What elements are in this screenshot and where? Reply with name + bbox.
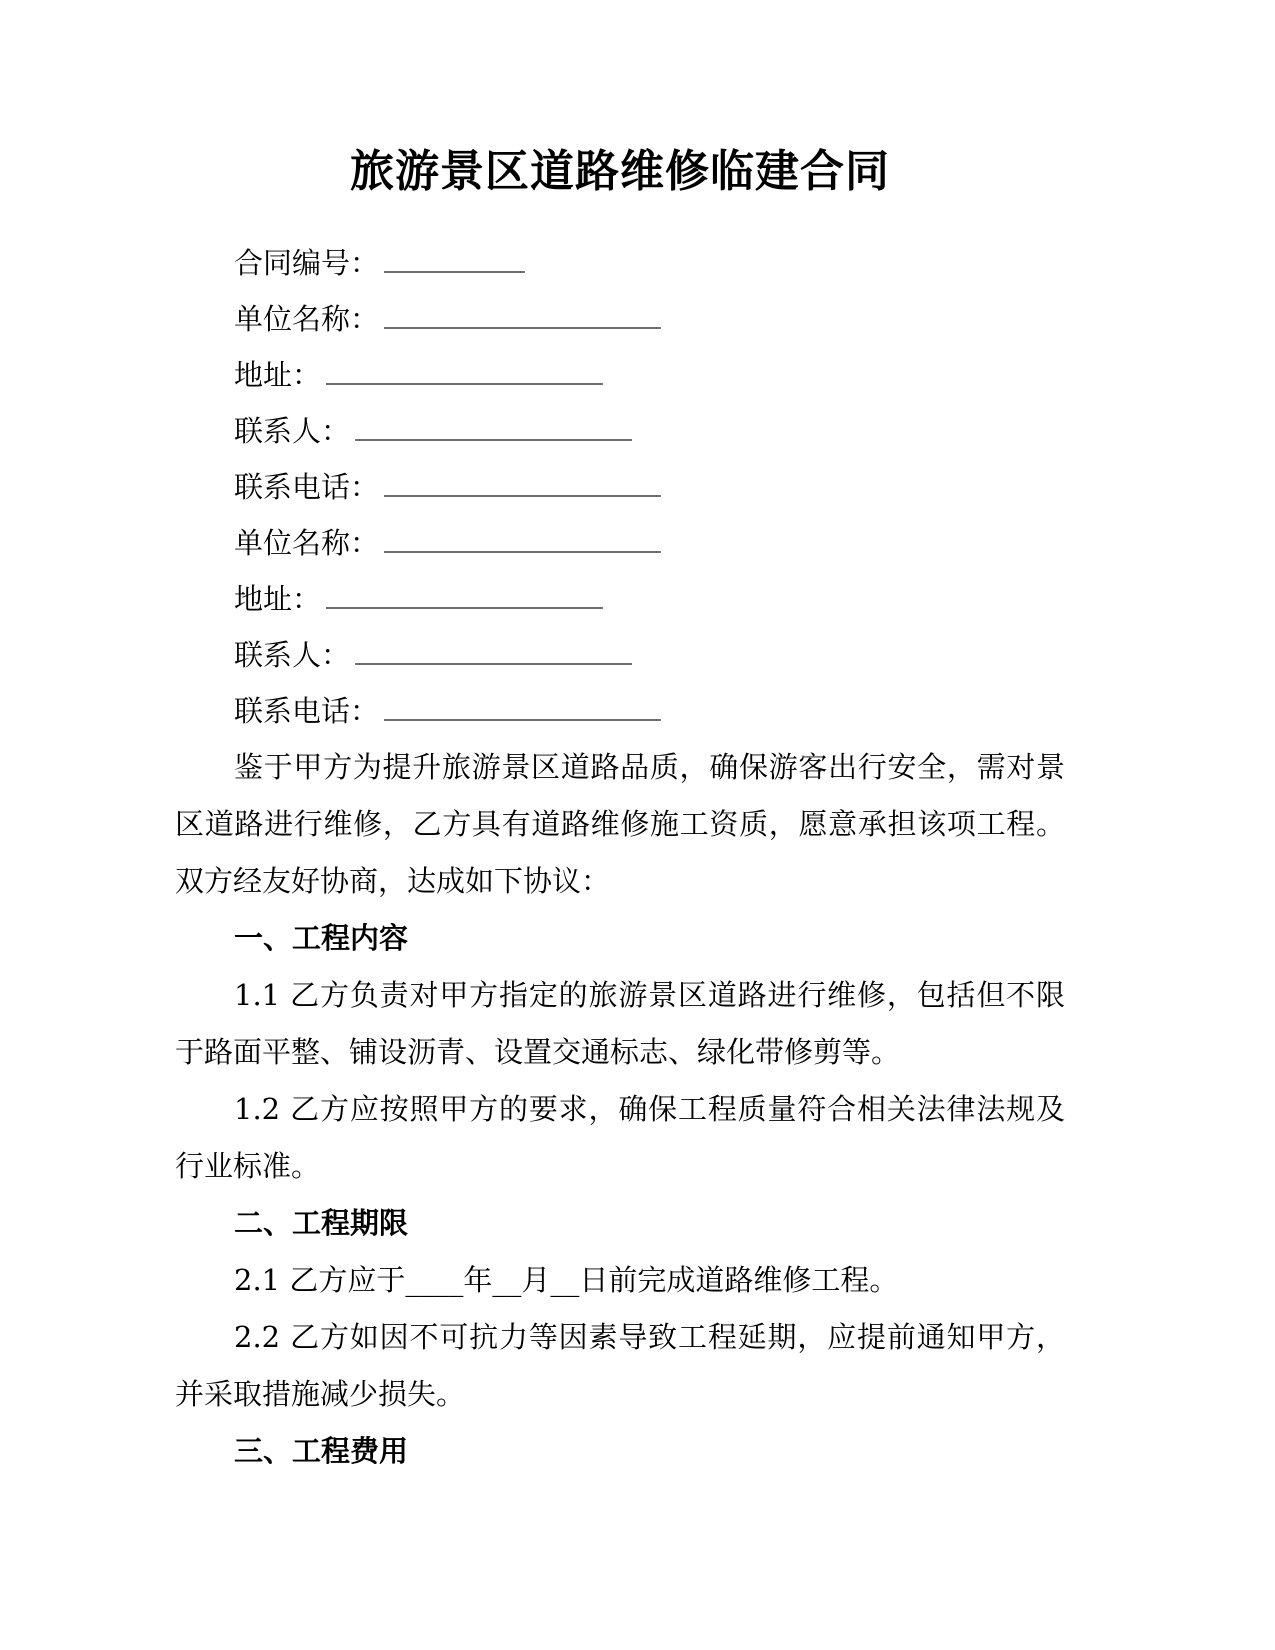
party-b-address-label: 地址： — [234, 582, 322, 616]
field-row-party-b-contact — [175, 627, 1065, 683]
party-a-name-label: 单位名称： — [234, 302, 380, 336]
party-b-name-blank-line — [384, 521, 661, 553]
section-heading-project-content: 一、工程内容 — [234, 921, 409, 955]
party-a-name-blank-line — [384, 297, 661, 329]
field-row-party-a-contact — [175, 403, 1065, 459]
party-a-contact-label: 联系人： — [234, 414, 351, 448]
field-row-contract-number — [175, 235, 1065, 291]
preamble-paragraph: 鉴于甲方为提升旅游景区道路品质，确保游客出行安全，需对景区道路进行维修，乙方具有道路维修施工资质，愿意承担该项工程。双方经友好协商，达成如下协议： — [175, 750, 1065, 898]
party-a-phone-label: 联系电话： — [234, 470, 380, 504]
party-b-phone-blank-line — [384, 689, 661, 721]
party-b-contact-blank-line — [355, 633, 632, 665]
field-row-party-a-phone — [175, 459, 1065, 515]
party-a-address-label: 地址： — [234, 358, 322, 392]
clause-1-2: 1.2 乙方应按照甲方的要求，确保工程质量符合相关法律法规及行业标准。 — [175, 1092, 1065, 1183]
field-row-party-a-name — [175, 291, 1065, 347]
party-b-address-blank-line — [326, 577, 603, 609]
section-heading-project-duration: 二、工程期限 — [234, 1206, 409, 1240]
field-row-party-a-address — [175, 347, 1065, 403]
party-info-fields — [175, 235, 1065, 739]
party-b-name-label: 单位名称： — [234, 526, 380, 560]
clause-2-1: 2.1 乙方应于____年__月__日前完成道路维修工程。 — [234, 1263, 899, 1297]
party-a-contact-blank-line — [355, 409, 632, 441]
party-b-phone-label: 联系电话： — [234, 694, 380, 728]
contract-number-blank-line — [384, 241, 525, 273]
field-row-party-b-name — [175, 515, 1065, 571]
party-a-address-blank-line — [326, 353, 603, 385]
clause-1-1: 1.1 乙方负责对甲方指定的旅游景区道路进行维修，包括但不限于路面平整、铺设沥青、设置交通标志、绿化带修剪等。 — [175, 978, 1065, 1069]
field-row-party-b-address — [175, 571, 1065, 627]
contract-number-label: 合同编号： — [234, 246, 380, 280]
field-row-party-b-phone — [175, 683, 1065, 739]
clause-2-2: 2.2 乙方如因不可抗力等因素导致工程延期，应提前通知甲方，并采取措施减少损失。 — [175, 1320, 1065, 1411]
section-heading-project-cost: 三、工程费用 — [234, 1434, 409, 1468]
party-a-phone-blank-line — [384, 465, 661, 497]
document-title: 旅游景区道路维修临建合同 — [350, 146, 890, 197]
party-b-contact-label: 联系人： — [234, 638, 351, 672]
